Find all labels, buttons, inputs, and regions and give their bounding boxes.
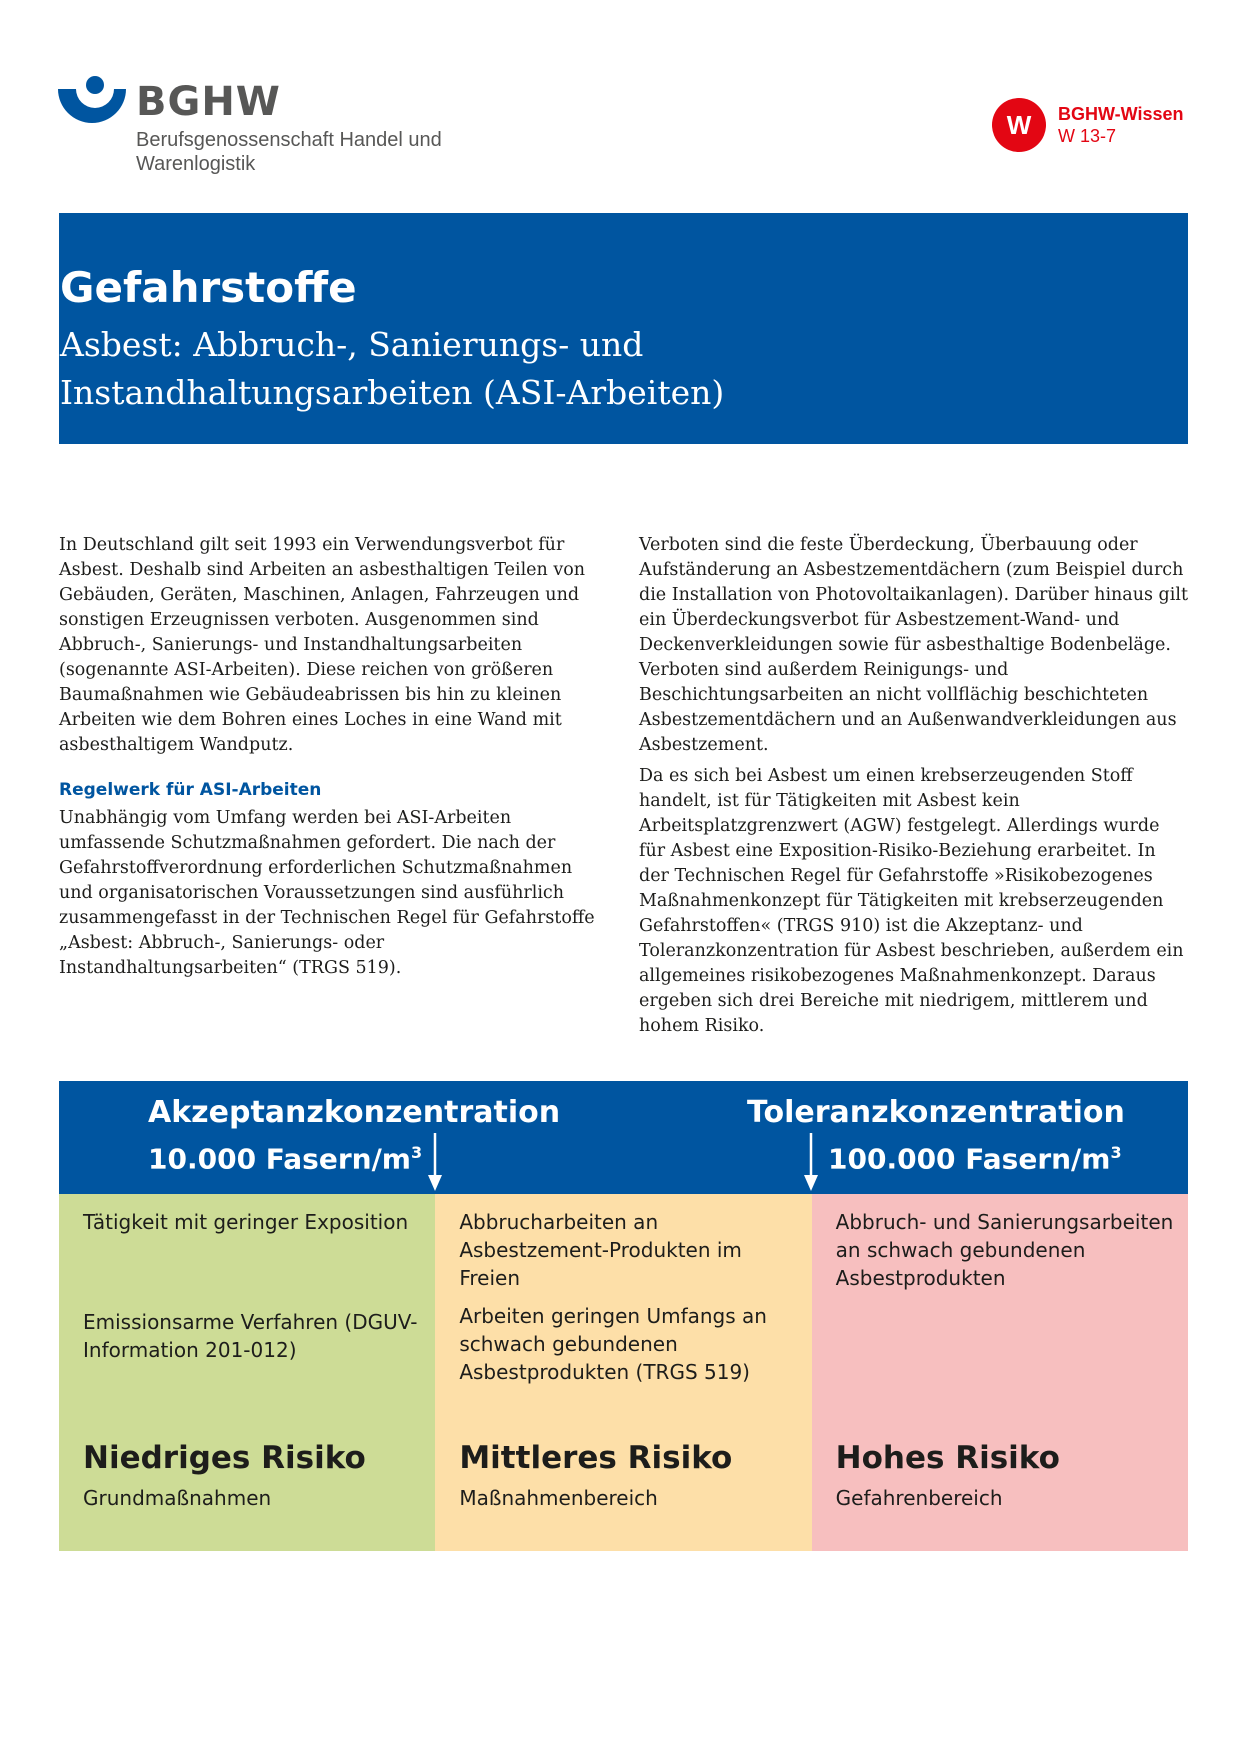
low-level-label: Niedriges Risiko <box>83 1440 366 1476</box>
medium-example-1: Abbrucharbeiten an Asbestzement-Produkten im Freien <box>459 1210 742 1290</box>
acceptance-value: 10.000 Fasern/$m^3$ <box>148 1142 423 1176</box>
section-heading: Regelwerk für ASI-Arbeiten <box>59 780 322 800</box>
low-level-note: Grundmaßnahmen <box>83 1486 272 1510</box>
title-banner <box>59 213 1188 444</box>
low-example-2: Emissionsarme Verfahren (DGUV-Information 201-012) <box>83 1310 418 1362</box>
medium-level-label: Mittleres Risiko <box>459 1440 733 1476</box>
brand-subtitle: Berufsgenossenschaft Handel und Warenlogistik <box>136 129 442 175</box>
left-column <box>59 533 609 987</box>
low-example-1: Tätigkeit mit geringer Exposition <box>83 1210 409 1234</box>
risk-medium-column <box>435 1194 811 1551</box>
concentration-header <box>59 1081 1188 1194</box>
risk-low-column <box>59 1194 435 1551</box>
page-subtitle: Asbest: Abbruch-, Sanierungs- und Instandhaltungsarbeiten (ASI-Arbeiten) <box>60 325 725 412</box>
high-level-note: Gefahrenbereich <box>835 1486 1003 1510</box>
risk-levels <box>59 1194 1188 1551</box>
risk-diagram <box>59 1081 1188 1551</box>
acceptance-arrow-icon <box>427 1133 443 1193</box>
bghw-logo-icon <box>58 76 126 126</box>
right-paragraph-1: Verboten sind die feste Überdeckung, Überbauung oder Aufständerung an Asbestzementdächern (zum Beispiel durch die Installation von Photovoltaikanlagen). Darüber hinaus gilt ein Überdeckungsverbot für Asbestzement-Wand- und Deckenverkleidungen sowie für asbesthaltige Bodenbeläge. Verboten sind außerdem Reinigungs- und Beschichtungsarbeiten an nicht vollflächig beschichteten Asbestzementdächern und an Außenwandverkleidungen aus Asbestzement. <box>639 535 1188 755</box>
page-title: Gefahrstoffe <box>60 263 357 312</box>
tolerance-arrow-icon <box>803 1133 819 1193</box>
high-example-1: Abbruch- und Sanierungsarbeiten an schwach gebundenen Asbestprodukten <box>835 1210 1174 1290</box>
high-level-label: Hohes Risiko <box>835 1440 1060 1476</box>
medium-level-note: Maßnahmenbereich <box>459 1486 658 1510</box>
badge-code: W 13-7 <box>1058 126 1117 146</box>
left-paragraph-2: Unabhängig vom Umfang werden bei ASI-Arbeiten umfassende Schutzmaßnahmen gefordert. Die nach der Gefahrstoffverordnung erforderlichen Schutzmaßnahmen und organisatorischen Voraussetzungen sind ausführlich zusammengefasst in der Technischen Regel für Gefahrstoffe „Asbest: Abbruch-, Sanierungs- oder Instandhaltungsarbeiten“ (TRGS 519). <box>59 808 595 978</box>
badge-title: BGHW-Wissen <box>1058 104 1184 124</box>
medium-example-2: Arbeiten geringen Umfangs an schwach gebundenen Asbestprodukten (TRGS 519) <box>459 1304 767 1384</box>
tolerance-value: 100.000 Fasern/$m^3$ <box>828 1142 1122 1176</box>
left-paragraph-1: In Deutschland gilt seit 1993 ein Verwendungsverbot für Asbest. Deshalb sind Arbeiten an asbesthaltigen Teilen von Gebäuden, Geräten, Maschinen, Anlagen, Fahrzeugen und sonstigen Erzeugnissen verboten. Ausgenommen sind Abbruch-, Sanierungs- und Instandhaltungsarbeiten (sogenannte ASI-Arbeiten). Diese reichen von größeren Baumaßnahmen wie Gebäudeabrissen bis hin zu kleinen Arbeiten wie dem Bohren eines Loches in eine Wand mit asbesthaltigem Wandputz. <box>59 535 586 755</box>
risk-high-column <box>812 1194 1188 1551</box>
acceptance-title: Akzeptanzkonzentration <box>148 1095 561 1130</box>
right-column <box>639 533 1189 1045</box>
tolerance-title: Toleranzkonzentration <box>747 1095 1125 1130</box>
badge-circle: W <box>992 98 1046 152</box>
brand-name: BGHW <box>136 79 281 125</box>
right-paragraph-2: Da es sich bei Asbest um einen krebserzeugenden Stoff handelt, ist für Tätigkeiten mit Asbest kein Arbeitsplatzgrenzwert (AGW) festgelegt. Allerdings wurde für Asbest eine Exposition-Risiko-Beziehung erarbeitet. In der Technischen Regel für Gefahrstoffe »Risikobezogenes Maßnahmenkonzept für Tätigkeiten mit krebserzeugenden Gefahrstoffen« (TRGS 910) ist die Akzeptanz- und Toleranzkonzentration für Asbest beschrieben, außerdem ein allgemeines risikobezogenes Maßnahmenkonzept. Daraus ergeben sich drei Bereiche mit niedrigem, mittlerem und hohem Risiko. <box>639 766 1184 1036</box>
